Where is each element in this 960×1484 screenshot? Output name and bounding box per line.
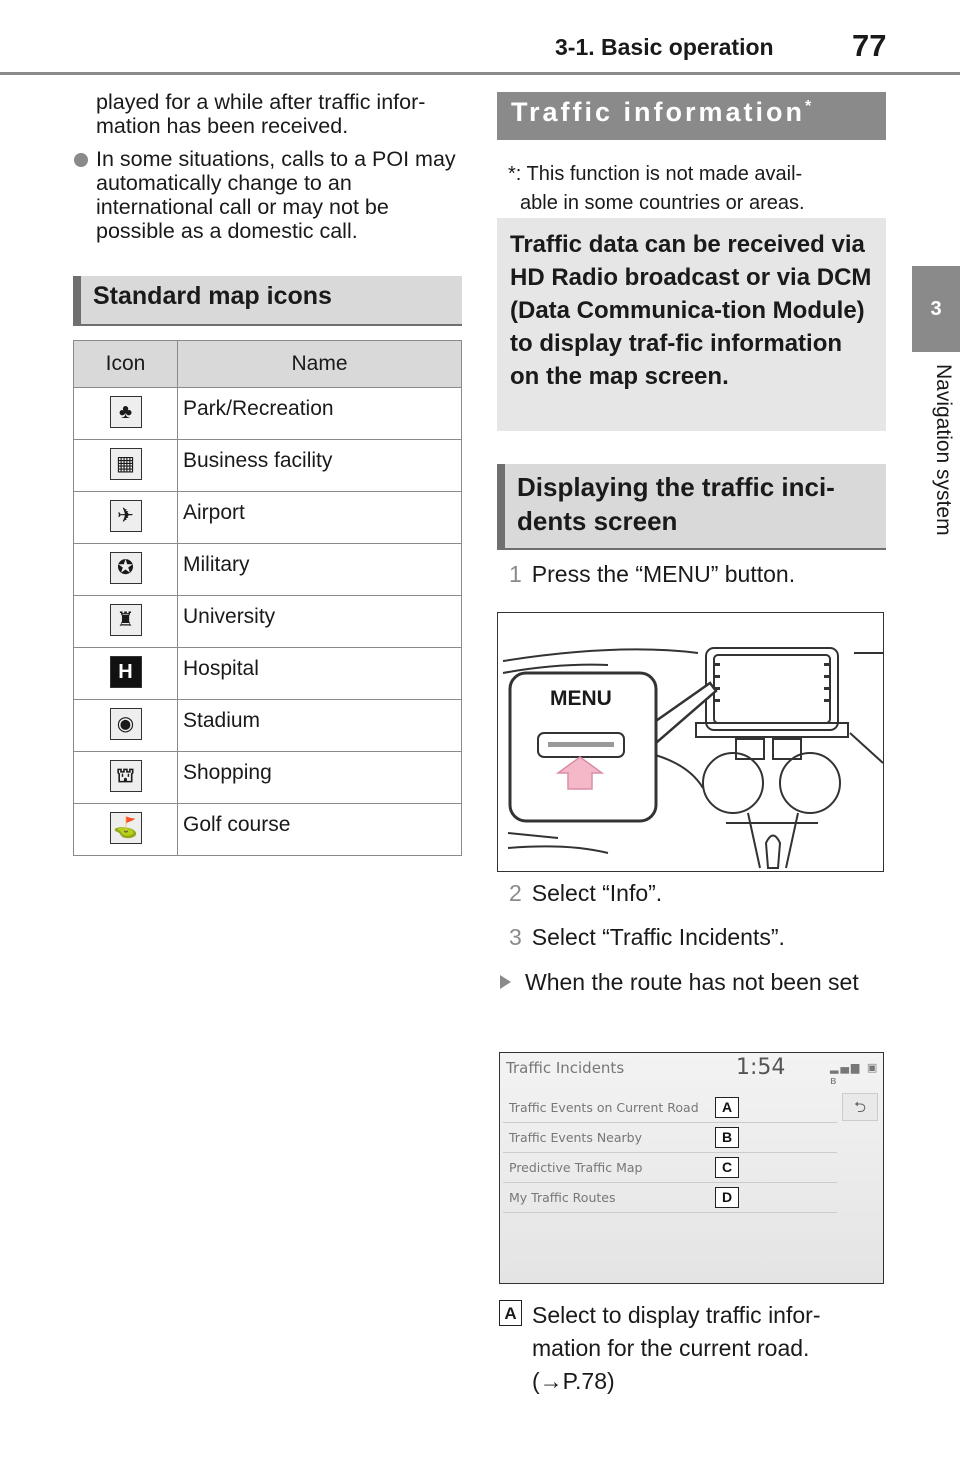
table-row [74,388,462,440]
map-icons-table [73,340,462,856]
military-icon: ✪ [110,552,142,584]
row-label: Traffic Events on Current Road [509,1100,699,1115]
table-row [74,596,462,648]
traffic-heading-mark: * [805,98,812,115]
step-2 [509,880,662,907]
screen-title: Traffic Incidents [506,1059,625,1077]
row-key-d: D [715,1187,739,1208]
name-cell: Business facility [178,440,462,492]
name-cell: Stadium [178,700,462,752]
lock-icon: ▣ [866,1061,880,1074]
icon-cell [74,492,178,544]
name-cell: Airport [178,492,462,544]
step-1 [509,561,795,588]
row-label: My Traffic Routes [509,1190,616,1205]
table-row [74,648,462,700]
row-key-b: B [715,1127,739,1148]
row-label: Predictive Traffic Map [509,1160,643,1175]
page-number: 77 [852,28,887,63]
table-row [74,700,462,752]
col-name-header: Name [178,341,462,388]
bullet-text: In some situations, calls to a POI may automatically change to an international call or may not be possible as a domestic call. [96,147,456,243]
step-3 [509,924,785,951]
screen-clock: 1:54 [736,1055,786,1080]
name-cell: Golf course [178,804,462,856]
status-icons [830,1061,883,1087]
bullet-dot-icon [74,153,88,167]
table-header-row [74,341,462,388]
map-icons-body [74,388,462,856]
back-arrow-icon[interactable]: ⮌ [842,1093,878,1121]
display-incidents-heading: Displaying the traffic inci-dents screen [497,464,886,550]
row-key-c: C [715,1157,739,1178]
table-row [74,492,462,544]
condition-text: When the route has not been set [525,969,859,995]
name-cell: University [178,596,462,648]
step-text: Press the “MENU” button. [531,561,796,587]
dashboard-drawing [498,613,884,872]
stadium-icon: ◉ [110,708,142,740]
traffic-info-box: Traffic data can be received via HD Radio broadcast or via DCM (Data Communica-tion Module) to display traf-fic information on the map screen. [497,218,886,431]
name-cell: Hospital [178,648,462,700]
step-text: Select “Info”. [531,880,663,906]
signal-icon: ▂▄▆ [830,1061,862,1074]
callout-description: Select to display traffic infor-mation for the current road. (→P.78) [532,1302,821,1394]
building-icon: ▦ [110,448,142,480]
footnote-line-2: able in some countries or areas. [520,192,805,214]
shopping-icon: ⛫ [110,760,142,792]
icon-cell [74,544,178,596]
icon-cell [74,388,178,440]
name-cell: Shopping [178,752,462,804]
step-number: 3 [509,924,522,950]
icon-cell [74,752,178,804]
footnote-line-1: *: This function is not made avail- [508,163,803,185]
map-icons-heading: Standard map icons [73,276,462,326]
col-icon-header: Icon [74,341,178,388]
step-number: 2 [509,880,522,906]
golf-icon: ⛳ [110,812,142,844]
step-text: Select “Traffic Incidents”. [531,924,785,950]
row-key-a: A [715,1097,739,1118]
traffic-info-heading [497,92,886,140]
icon-cell [74,700,178,752]
bluetooth-icon: ʙ [830,1074,839,1087]
traffic-heading-text: Traffic information [511,97,806,127]
tree-icon: ♣ [110,396,142,428]
table-row [74,440,462,492]
chapter-tab-number: 3 [912,266,960,352]
step-number: 1 [509,561,522,587]
chapter-tab-label: Navigation system [932,364,955,536]
screen-row-current-road[interactable] [503,1094,837,1123]
section-title: 3-1. Basic operation [555,34,774,60]
footnote [508,160,878,218]
triangle-bullet-icon [500,975,511,989]
university-icon: ♜ [110,604,142,636]
screen-row-predictive[interactable] [503,1154,837,1183]
header-rule [0,72,960,75]
airplane-icon: ✈ [110,500,142,532]
table-row [74,752,462,804]
traffic-incidents-screen [499,1052,884,1284]
icon-cell [74,596,178,648]
table-row [74,804,462,856]
screen-row-my-routes[interactable] [503,1184,837,1213]
table-row [74,544,462,596]
hospital-icon: H [110,656,142,688]
continued-paragraph: played for a while after traffic infor-mation has been received. [96,90,426,138]
dashboard-illustration [497,612,884,872]
row-label: Traffic Events Nearby [509,1130,642,1145]
icon-cell [74,648,178,700]
name-cell: Military [178,544,462,596]
menu-button-label: MENU [550,687,612,710]
icon-cell [74,804,178,856]
icon-cell [74,440,178,492]
name-cell: Park/Recreation [178,388,462,440]
screen-row-nearby[interactable] [503,1124,837,1153]
callout-key-a: A [499,1300,522,1326]
